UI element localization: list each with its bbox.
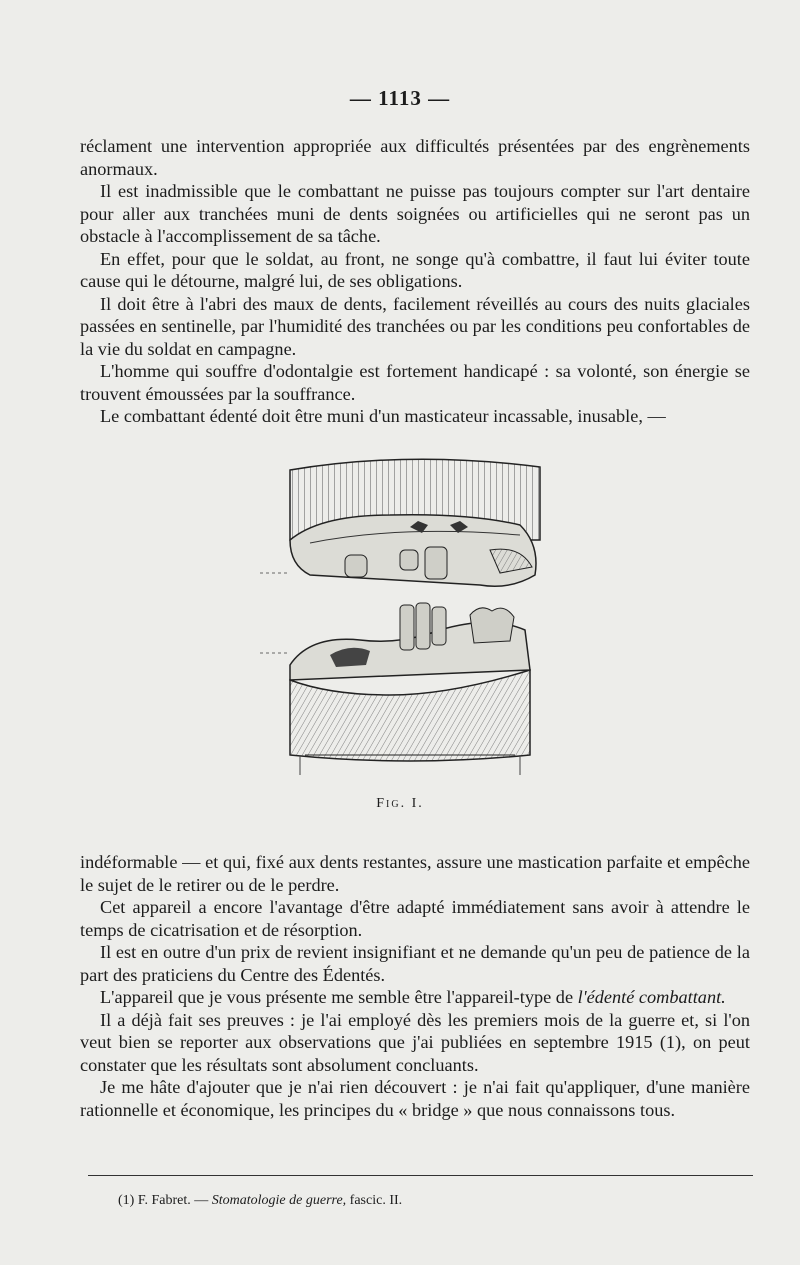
footnote-title: Stomatologie de guerre, (211, 1193, 347, 1208)
upper-jaw-model (290, 459, 540, 586)
text-block-before-figure (80, 135, 750, 428)
page-number: — 1113 — (349, 86, 451, 110)
paragraph: Il est inadmissible que le combattant ne puisse pas toujours compter sur l'art dentaire pour aller aux tranchées muni de dents soignées ou artificielles qui ne seront pas un obstacle à l'accomplissement de sa tâche. (80, 181, 750, 246)
footnote-author: F. Fabret. — (137, 1193, 209, 1208)
lower-jaw-model (290, 603, 530, 775)
italic-phrase: l'édenté combattant. (577, 987, 726, 1007)
paragraph: réclament une intervention appropriée aux difficultés présentées par des engrènements anormaux. (80, 136, 750, 179)
dental-appliance-illustration (250, 455, 570, 795)
paragraph: indéformable — et qui, fixé aux dents restantes, assure une mastication parfaite et empêche le sujet de le retirer ou de le perdre. (80, 852, 750, 895)
paragraph: Il doit être à l'abri des maux de dents, facilement réveillés au cours des nuits glaciales passées en sentinelle, par l'humidité des tranchées ou par les conditions peu confortables de la vie du soldat en campagne. (80, 293, 750, 359)
paragraph: Il a déjà fait ses preuves : je l'ai employé dès les premiers mois de la guerre et, si l'on veut bien se reporter aux observations que j'ai publiées en septembre 1915 (1), on peut constater que les résultats sont absolument concluants. (80, 1009, 750, 1075)
paragraph: L'homme qui souffre d'odontalgie est fortement handicapé : sa volonté, son énergie se trouvent émoussées par la souffrance. (80, 361, 750, 404)
paragraph (80, 986, 750, 1009)
footnote-rest: fascic. II. (349, 1193, 403, 1208)
paragraph-text: L'appareil que je vous présente me semble être l'appareil-type de (100, 987, 578, 1007)
footnote-marker: (1) (118, 1193, 135, 1208)
footnote-divider (88, 1175, 753, 1176)
paragraph: Cet appareil a encore l'avantage d'être adapté immédiatement sans avoir à attendre le temps de cicatrisation et de résorption. (80, 897, 750, 940)
figure-caption: Fig. I. (376, 796, 424, 811)
paragraph: Je me hâte d'ajouter que je n'ai rien découvert : je n'ai fait qu'appliquer, d'une manière rationnelle et économique, les principes du « bridge » que nous connaissons tous. (80, 1077, 750, 1120)
paragraph: Il est en outre d'un prix de revient insignifiant et ne demande qu'un peu de patience de la part des praticiens du Centre des Édentés. (80, 942, 750, 985)
text-block-after-figure (80, 851, 750, 1121)
paragraph: Le combattant édenté doit être muni d'un masticateur incassable, inusable, — (100, 406, 666, 426)
footnote (118, 1193, 402, 1209)
paragraph: En effet, pour que le soldat, au front, ne songe qu'à combattre, il faut lui éviter toute cause qui le détourne, malgré lui, de ses obligations. (80, 248, 750, 291)
